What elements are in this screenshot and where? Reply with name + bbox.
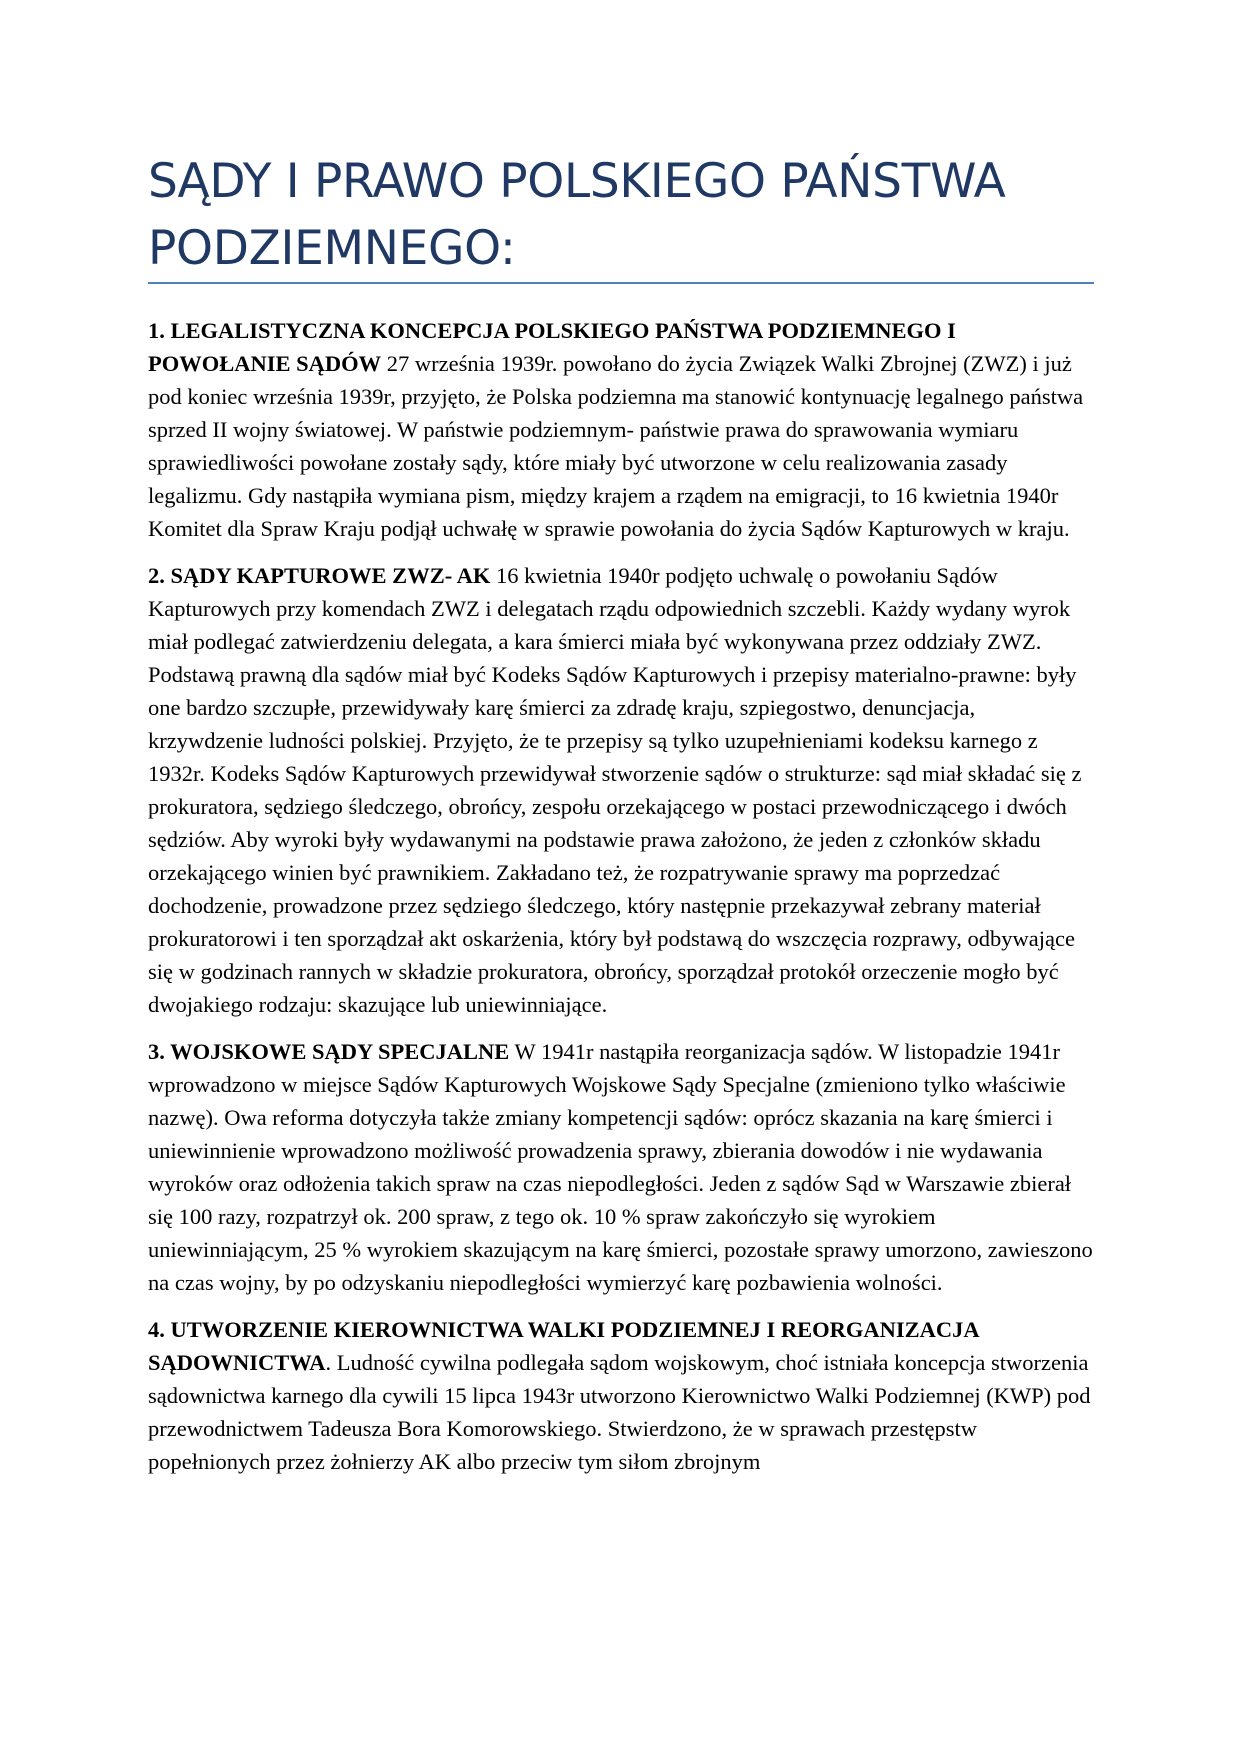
section-1 (148, 314, 1094, 545)
section-3-heading: 3. WOJSKOWE SĄDY SPECJALNE (148, 1039, 510, 1064)
document-title: SĄDY I PRAWO POLSKIEGO PAŃSTWA PODZIEMNEGO: (148, 154, 1006, 276)
title-block (148, 148, 1094, 282)
section-2-body: 16 kwietnia 1940r podjęto uchwalę o powołaniu Sądów Kapturowych przy komendach ZWZ i delegatach rządu odpowiednich szczebli. Każdy wydany wyrok miał podlegać zatwierdzeniu delegata, a kara śmierci miała być wykonywana przez oddziały ZWZ. Podstawą prawną dla sądów miał być Kodeks Sądów Kapturowych i przepisy materialno-prawne: były one bardzo szczupłe, przewidywały karę śmierci za zdradę kraju, szpiegostwo, denuncjacja, krzywdzenie ludności polskiej. Przyjęto, że te przepisy są tylko uzupełnieniami kodeksu karnego z 1932r. Kodeks Sądów Kapturowych przewidywał stworzenie sądów o strukturze: sąd miał składać się z prokuratora, sędziego śledczego, obrońcy, zespołu orzekającego w postaci przewodniczącego i dwóch sędziów. Aby wyroki były wydawanymi na podstawie prawa założono, że jeden z członków składu orzekającego winien być prawnikiem. Zakładano też, że rozpatrywanie sprawy ma poprzedzać dochodzenie, prowadzone przez sędziego śledczego, który następnie przekazywał zebrany materiał prokuratorowi i ten sporządzał akt oskarżenia, który był podstawą do wszczęcia rozprawy, odbywające się w godzinach rannych w składzie prokuratora, obrońcy, sporządzał protokół orzeczenie mogło być dwojakiego rodzaju: skazujące lub uniewinniające. (148, 563, 1082, 1017)
section-4-body: . Ludność cywilna podlegała sądom wojskowym, choć istniała koncepcja stworzenia sądownictwa karnego dla cywili 15 lipca 1943r utworzono Kierownictwo Walki Podziemnej (KWP) pod przewodnictwem Tadeusza Bora Komorowskiego. Stwierdzono, że w sprawach przestępstw popełnionych przez żołnierzy AK albo przeciw tym siłom zbrojnym (148, 1350, 1091, 1474)
title-underline (148, 282, 1094, 284)
section-1-body: 27 września 1939r. powołano do życia Związek Walki Zbrojnej (ZWZ) i już pod koniec września 1939r, przyjęto, że Polska podziemna ma stanowić kontynuację legalnego państwa sprzed II wojny światowej. W państwie podziemnym- państwie prawa do sprawowania wymiaru sprawiedliwości powołane zostały sądy, które miały być utworzone w celu realizowania zasady legalizmu. Gdy nastąpiła wymiana pism, między krajem a rządem na emigracji, to 16 kwietnia 1940r Komitet dla Spraw Kraju podjął uchwałę w sprawie powołania do życia Sądów Kapturowych w kraju. (148, 351, 1084, 541)
section-1-heading: 1. LEGALISTYCZNA KONCEPCJA POLSKIEGO PAŃSTWA PODZIEMNEGO I POWOŁANIE SĄDÓW (148, 318, 956, 376)
section-2-heading: 2. SĄDY KAPTUROWE ZWZ- AK (148, 563, 491, 588)
section-4 (148, 1313, 1094, 1478)
section-2 (148, 559, 1094, 1021)
section-3-body: W 1941r nastąpiła reorganizacja sądów. W listopadzie 1941r wprowadzono w miejsce Sądów Kapturowych Wojskowe Sądy Specjalne (zmieniono tylko właściwie nazwę). Owa reforma dotyczyła także zmiany kompetencji sądów: oprócz skazania na karę śmierci i uniewinnienie wprowadzono możliwość prowadzenia sprawy, zbierania dowodów i nie wydawania wyroków oraz odłożenia takich spraw na czas niepodległości. Jeden z sądów Sąd w Warszawie zbierał się 100 razy, rozpatrzył ok. 200 spraw, z tego ok. 10 % spraw zakończyło się wyrokiem uniewinniającym, 25 % wyrokiem skazującym na karę śmierci, pozostałe sprawy umorzono, zawieszono na czas wojny, by po odzyskaniu niepodległości wymierzyć karę pozbawienia wolności. (148, 1039, 1093, 1295)
section-4-heading: 4. UTWORZENIE KIEROWNICTWA WALKI PODZIEMNEJ I REORGANIZACJA SĄDOWNICTWA (148, 1317, 979, 1375)
section-3 (148, 1035, 1094, 1299)
document-body (148, 314, 1094, 1492)
